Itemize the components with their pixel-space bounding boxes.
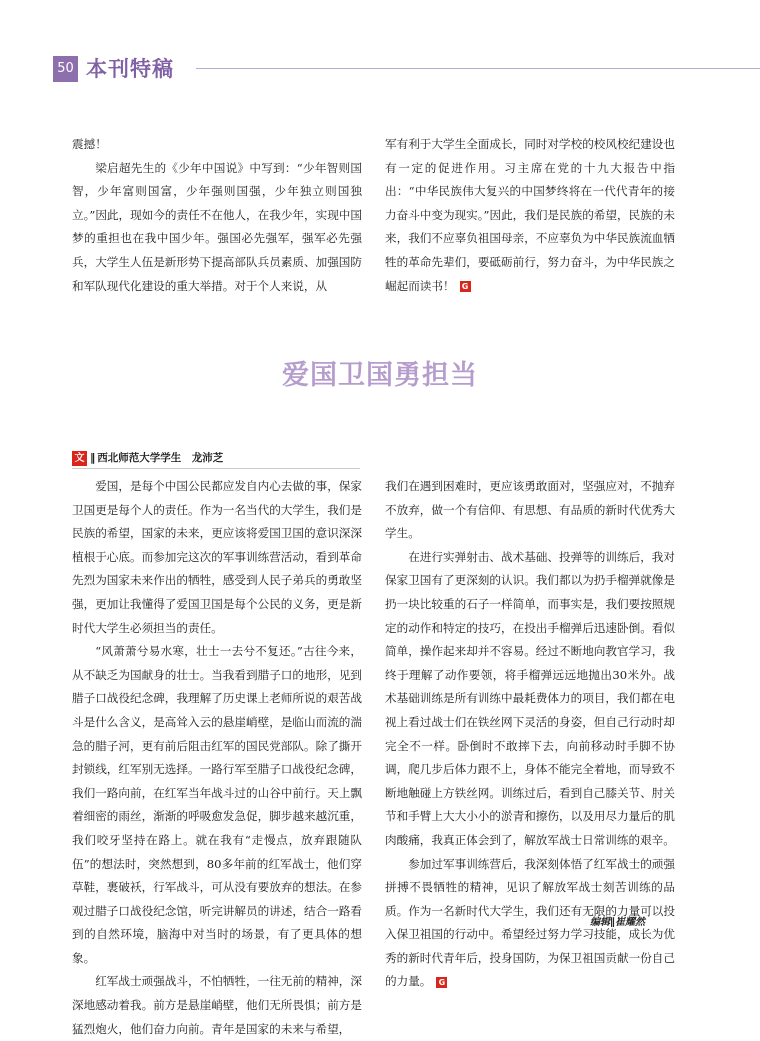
- paragraph: 爱国，是每个中国公民都应发自内心去做的事，保家卫国更是每个人的责任。作为一名当代的大学生，我们是民族的希望，国家的未来，更应该将爱国卫国的意识深深植根于心底。而参加完这次的军事训练营活动，看到革命先烈为国家未来作出的牺牲，感受到人民子弟兵的勇敢坚强，更加让我懂得了爱国卫国是每个公民的义务，更是新时代大学生必须担当的责任。: [72, 479, 362, 635]
- page-number: 50: [53, 56, 78, 82]
- editor-credit: 编辑∥崔耀然: [590, 917, 645, 928]
- article-title: 爱国卫国勇担当: [282, 360, 478, 391]
- paragraph: [385, 133, 675, 298]
- paragraph: 红军战士顽强战斗，不怕牺牲，一往无前的精神，深深地感动着我。前方是悬崖峭壁，他们无所畏惧；前方是猛烈炮火，他们奋力向前。青年是国家的未来与希望，: [72, 974, 362, 1036]
- paragraph: 梁启超先生的《少年中国说》中写到：“少年智则国智，少年富则国富，少年强则国强，少年独立则国独立。”因此，现如今的责任不在他人，在我少年，实现中国梦的重担也在我中国少年。强国必先强军，强军必先强兵，大学生人伍是新形势下提高部队兵员素质、加强国防和军队现代化建设的重大举措。对于个人来说，从: [72, 160, 362, 293]
- prev-article-right-column: [385, 133, 675, 298]
- header-rule: [196, 68, 760, 69]
- paragraph: 我们在遇到困难时，更应该勇敢面对，坚强应对，不抛弃不放弃，做一个有信仰、有思想、有品质的新时代优秀大学生。: [385, 479, 675, 541]
- byline-rule: [72, 468, 360, 469]
- byline-author: 西北师范大学学生 龙沛芝: [97, 452, 224, 464]
- end-mark-icon: G: [436, 977, 447, 988]
- byline-separator: ‖: [90, 452, 96, 464]
- section-title: 本刊特稿: [86, 57, 174, 81]
- paragraph-text: 参加过军事训练营后，我深刻体悟了红军战士的顽强拼搏不畏牺牲的精神，见识了解放军战士刻苦训练的品质。作为一名新时代大学生，我们还有无限的力量可以投入保卫祖国的行动中。希望经过努力学习技能，成长为优秀的新时代青年后，投身国防，为保卫祖国贡献一份自己的力量。: [385, 856, 675, 989]
- paragraph-text: 军有利于大学生全面成长，同时对学校的校风校纪建设也有一定的促进作用。习主席在党的十九大报告中指出：“中华民族伟大复兴的中国梦终将在一代代青年的接力奋斗中变为现实。”因此，我们是民族的希望，民族的未来，我们不应辜负祖国母亲，不应辜负为中华民族流血牺牲的革命先辈们，要砥砺前行，努力奋斗，为中华民族之崛起而读书！: [385, 137, 675, 293]
- paragraph: “风萧萧兮易水寒，壮士一去兮不复还。”古往今来，从不缺乏为国献身的壮士。当我看到腊子口的地形，见到腊子口战役纪念碑，我理解了历史课上老师所说的艰苦战斗是什么含义，是高耸入云的悬崖峭壁，是临山而流的湍急的腊子河，更有前后阻击红军的国民党部队。除了撕开封锁线，红军别无选择。一路行军至腊子口战役纪念碑，我们一路向前，在红军当年战斗过的山谷中前行。天上飘着细密的雨丝，渐渐的呼吸愈发急促，脚步越来越沉重，我们咬牙坚持在路上。就在我有“走慢点，放弃跟随队伍”的想法时，突然想到，80多年前的红军战士，他们穿草鞋，裹破袄，行军战斗，可从没有要放弃的想法。在参观过腊子口战役纪念馆，听完讲解员的讲述，结合一路看到的自然环境，脑海中对当时的场景，有了更具体的想象。: [72, 644, 362, 965]
- end-mark-icon: G: [460, 281, 471, 292]
- byline-icon: 文: [72, 451, 87, 466]
- article-left-column: [72, 475, 362, 1041]
- prev-article-left-column: [72, 133, 362, 298]
- page-header: [0, 52, 760, 84]
- paragraph: 在进行实弹射击、战术基础、投弹等的训练后，我对保家卫国有了更深刻的认识。我们都以为扔手榴弹就像是扔一块比较重的石子一样简单，而事实是，我们要按照规定的动作和特定的技巧，在投出手榴弹后迅速卧倒。看似简单，操作起来却并不容易。经过不断地向教官学习，我终于理解了动作要领，将手榴弹远远地抛出30米外。战术基础训练是所有训练中最耗费体力的项目，我们都在电视上看过战士们在铁丝网下灵活的身姿，但自己行动时却完全不一样。卧倒时不敢摔下去，向前移动时手脚不协调，爬几步后体力跟不上，身体不能完全着地，而导致不断地触碰上方铁丝网。训练过后，看到自己膝关节、肘关节和手臂上大大小小的淤青和擦伤，以及用尽力量后的肌肉酸痛，我真正体会到了，解放军战士日常训练的艰辛。: [385, 549, 675, 847]
- byline: [72, 450, 223, 467]
- paragraph: 震撼！: [72, 137, 107, 151]
